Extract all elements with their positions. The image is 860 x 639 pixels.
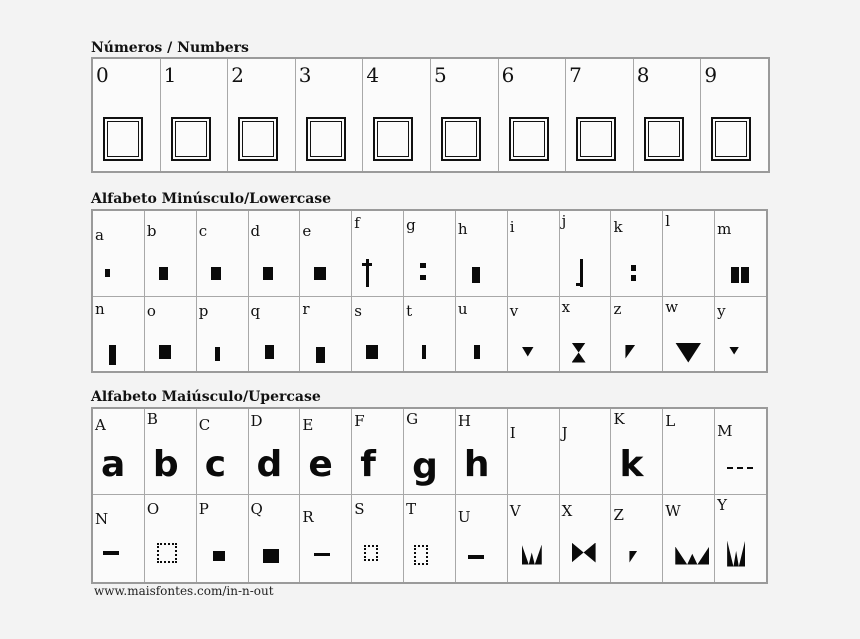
uppercase-specimen-glyph: d bbox=[256, 444, 283, 485]
number-label: 4 bbox=[366, 63, 380, 87]
lowercase-label: w bbox=[665, 297, 679, 316]
lowercase-label: u bbox=[457, 299, 468, 318]
lowercase-label: k bbox=[613, 218, 623, 236]
uppercase-cell-O bbox=[144, 494, 196, 583]
uppercase-label: B bbox=[146, 410, 158, 428]
uppercase-cell-Y bbox=[715, 494, 767, 583]
lowercase-label: f bbox=[354, 214, 360, 232]
lowercase-cell-w bbox=[663, 296, 715, 372]
lowercase-cell-j bbox=[559, 210, 611, 296]
uppercase-specimen-glyph: e bbox=[308, 444, 333, 485]
number-cell-3 bbox=[295, 58, 363, 172]
uppercase-label: N bbox=[95, 509, 109, 528]
glyph-shape bbox=[362, 263, 372, 266]
uppercase-label: V bbox=[509, 501, 521, 520]
lowercase-label: h bbox=[457, 220, 468, 238]
lowercase-label: y bbox=[717, 301, 726, 320]
number-label: 8 bbox=[636, 63, 650, 87]
lowercase-label: v bbox=[509, 301, 519, 320]
lowercase-label: n bbox=[95, 299, 105, 318]
glyph-shape bbox=[316, 347, 325, 363]
lowercase-label: b bbox=[146, 222, 157, 240]
uppercase-label: A bbox=[95, 416, 106, 434]
lowercase-cell-a bbox=[92, 210, 144, 296]
missing-glyph-box bbox=[644, 117, 684, 161]
glyph-shape bbox=[731, 267, 739, 283]
lowercase-section-title: Alfabeto Minúsculo/Lowercase bbox=[91, 191, 332, 207]
glyph-shape bbox=[522, 545, 542, 565]
lowercase-label: j bbox=[561, 212, 567, 230]
uppercase-label: Y bbox=[717, 495, 728, 514]
number-label: 6 bbox=[501, 63, 515, 87]
uppercase-cell-W bbox=[663, 494, 715, 583]
number-label: 2 bbox=[231, 63, 244, 87]
lowercase-label: l bbox=[665, 212, 671, 230]
lowercase-cell-c bbox=[196, 210, 248, 296]
glyph-shape bbox=[364, 545, 378, 561]
lowercase-label: t bbox=[406, 301, 413, 320]
number-cell-9 bbox=[701, 58, 769, 172]
uppercase-label: Q bbox=[250, 499, 263, 518]
number-cell-1 bbox=[160, 58, 228, 172]
uppercase-cell-G bbox=[404, 408, 456, 494]
lowercase-cell-m bbox=[715, 210, 767, 296]
uppercase-cell-Z bbox=[611, 494, 663, 583]
uppercase-label: R bbox=[302, 507, 314, 526]
lowercase-cell-y bbox=[715, 296, 767, 372]
uppercase-cell-R bbox=[300, 494, 352, 583]
uppercase-cell-H bbox=[455, 408, 507, 494]
uppercase-specimen-glyph: k bbox=[619, 444, 644, 485]
missing-glyph-box bbox=[238, 117, 278, 161]
missing-glyph-box bbox=[441, 117, 481, 161]
uppercase-cell-V bbox=[507, 494, 559, 583]
uppercase-specimen-glyph: h bbox=[463, 444, 490, 485]
glyph-shape bbox=[265, 345, 274, 359]
lowercase-label: s bbox=[354, 301, 362, 320]
number-label: 9 bbox=[704, 63, 718, 87]
uppercase-cell-L bbox=[663, 408, 715, 494]
uppercase-cell-S bbox=[352, 494, 404, 583]
glyph-shape bbox=[747, 467, 753, 469]
uppercase-cell-N bbox=[92, 494, 144, 583]
missing-glyph-box bbox=[576, 117, 616, 161]
uppercase-cell-I bbox=[507, 408, 559, 494]
glyph-shape bbox=[675, 343, 701, 363]
lowercase-label: q bbox=[250, 301, 261, 320]
uppercase-specimen-glyph: g bbox=[412, 446, 438, 487]
uppercase-specimen-glyph: f bbox=[360, 444, 376, 485]
uppercase-cell-M bbox=[715, 408, 767, 494]
uppercase-grid bbox=[91, 407, 768, 584]
glyph-shape bbox=[414, 545, 428, 565]
number-label: 3 bbox=[298, 63, 312, 87]
uppercase-label: H bbox=[457, 412, 471, 430]
uppercase-section-title: Alfabeto Maiúsculo/Upercase bbox=[91, 389, 321, 405]
lowercase-label: e bbox=[302, 222, 312, 240]
uppercase-label: W bbox=[665, 501, 681, 520]
glyph-shape bbox=[625, 345, 635, 359]
lowercase-cell-p bbox=[196, 296, 248, 372]
glyph-shape bbox=[576, 283, 582, 286]
glyph-shape bbox=[727, 467, 733, 469]
lowercase-cell-t bbox=[404, 296, 456, 372]
uppercase-label: I bbox=[509, 424, 516, 442]
missing-glyph-box bbox=[711, 117, 751, 161]
glyph-shape bbox=[474, 345, 480, 359]
uppercase-label: K bbox=[613, 410, 625, 428]
uppercase-cell-X bbox=[559, 494, 611, 583]
glyph-shape bbox=[629, 551, 637, 563]
uppercase-label: J bbox=[561, 424, 568, 442]
number-label: 5 bbox=[433, 63, 447, 87]
glyph-shape bbox=[263, 549, 279, 563]
lowercase-cell-l bbox=[663, 210, 715, 296]
uppercase-label: F bbox=[354, 412, 365, 430]
lowercase-label: o bbox=[146, 301, 156, 320]
lowercase-label: c bbox=[198, 222, 208, 240]
glyph-shape bbox=[314, 267, 326, 280]
uppercase-cell-T bbox=[404, 494, 456, 583]
uppercase-cell-J bbox=[559, 408, 611, 494]
lowercase-cell-z bbox=[611, 296, 663, 372]
glyph-shape bbox=[675, 547, 709, 565]
glyph-shape bbox=[631, 275, 636, 281]
lowercase-label: x bbox=[561, 297, 571, 316]
glyph-shape bbox=[420, 263, 426, 268]
glyph-shape bbox=[737, 467, 743, 469]
glyph-shape bbox=[263, 267, 273, 280]
glyph-shape bbox=[572, 343, 586, 363]
glyph-shape bbox=[729, 347, 739, 355]
missing-glyph-box bbox=[373, 117, 413, 161]
glyph-shape bbox=[420, 275, 426, 280]
glyph-shape bbox=[741, 267, 749, 283]
uppercase-label: E bbox=[302, 416, 314, 434]
glyph-shape bbox=[366, 345, 378, 359]
uppercase-label: P bbox=[198, 499, 209, 518]
glyph-shape bbox=[572, 543, 596, 563]
lowercase-label: d bbox=[250, 222, 261, 240]
numbers-grid bbox=[91, 57, 770, 173]
numbers-section-title: Números / Numbers bbox=[91, 40, 249, 56]
uppercase-cell-C bbox=[196, 408, 248, 494]
lowercase-label: m bbox=[717, 220, 732, 238]
uppercase-label: O bbox=[146, 499, 160, 518]
glyph-shape bbox=[103, 551, 119, 555]
number-cell-6 bbox=[498, 58, 566, 172]
glyph-shape bbox=[522, 347, 534, 357]
uppercase-cell-P bbox=[196, 494, 248, 583]
lowercase-label: p bbox=[198, 301, 209, 320]
missing-glyph-box bbox=[103, 117, 143, 161]
glyph-shape bbox=[215, 347, 220, 361]
glyph-shape bbox=[472, 267, 480, 283]
lowercase-cell-o bbox=[144, 296, 196, 372]
uppercase-specimen-glyph: c bbox=[204, 444, 227, 485]
number-cell-7 bbox=[566, 58, 634, 172]
number-label: 1 bbox=[163, 63, 177, 87]
lowercase-cell-u bbox=[455, 296, 507, 372]
uppercase-label: C bbox=[198, 416, 211, 434]
lowercase-cell-q bbox=[248, 296, 300, 372]
uppercase-specimen-glyph: a bbox=[101, 444, 126, 485]
glyph-shape bbox=[727, 541, 745, 567]
lowercase-label: a bbox=[95, 226, 104, 244]
lowercase-label: i bbox=[509, 218, 515, 236]
number-label: 7 bbox=[569, 63, 582, 87]
missing-glyph-box bbox=[509, 117, 549, 161]
uppercase-label: L bbox=[665, 412, 676, 430]
lowercase-cell-h bbox=[455, 210, 507, 296]
glyph-shape bbox=[159, 345, 171, 359]
number-cell-0 bbox=[92, 58, 160, 172]
missing-glyph-box bbox=[171, 117, 211, 161]
glyph-shape bbox=[157, 543, 177, 563]
number-cell-4 bbox=[363, 58, 431, 172]
lowercase-label: g bbox=[406, 216, 416, 234]
glyph-shape bbox=[105, 269, 110, 277]
uppercase-cell-Q bbox=[248, 494, 300, 583]
glyph-shape bbox=[631, 265, 636, 271]
uppercase-label: Z bbox=[613, 505, 624, 524]
lowercase-cell-d bbox=[248, 210, 300, 296]
lowercase-cell-x bbox=[559, 296, 611, 372]
uppercase-cell-F bbox=[352, 408, 404, 494]
glyph-shape bbox=[314, 553, 330, 556]
number-cell-2 bbox=[228, 58, 296, 172]
lowercase-cell-b bbox=[144, 210, 196, 296]
glyph-shape bbox=[159, 267, 168, 280]
lowercase-cell-r bbox=[300, 296, 352, 372]
uppercase-cell-K bbox=[611, 408, 663, 494]
glyph-shape bbox=[109, 345, 116, 365]
uppercase-label: D bbox=[250, 412, 263, 430]
lowercase-cell-n bbox=[92, 296, 144, 372]
number-cell-5 bbox=[430, 58, 498, 172]
lowercase-cell-k bbox=[611, 210, 663, 296]
lowercase-cell-e bbox=[300, 210, 352, 296]
uppercase-label: M bbox=[717, 422, 733, 440]
number-label: 0 bbox=[96, 63, 109, 87]
lowercase-label: r bbox=[302, 299, 310, 318]
lowercase-cell-g bbox=[404, 210, 456, 296]
source-url: www.maisfontes.com/in-n-out bbox=[94, 584, 274, 598]
uppercase-cell-E bbox=[300, 408, 352, 494]
uppercase-label: T bbox=[406, 499, 417, 518]
uppercase-cell-B bbox=[144, 408, 196, 494]
glyph-shape bbox=[468, 555, 484, 559]
glyph-shape bbox=[211, 267, 221, 280]
number-cell-8 bbox=[633, 58, 701, 172]
lowercase-cell-i bbox=[507, 210, 559, 296]
missing-glyph-box bbox=[306, 117, 346, 161]
uppercase-cell-D bbox=[248, 408, 300, 494]
lowercase-cell-f bbox=[352, 210, 404, 296]
uppercase-label: X bbox=[561, 501, 573, 520]
glyph-shape bbox=[422, 345, 426, 359]
uppercase-cell-U bbox=[455, 494, 507, 583]
lowercase-cell-s bbox=[352, 296, 404, 372]
uppercase-label: U bbox=[457, 507, 471, 526]
uppercase-label: G bbox=[406, 410, 419, 428]
glyph-shape bbox=[213, 551, 225, 561]
lowercase-label: z bbox=[613, 299, 622, 318]
lowercase-grid bbox=[91, 209, 768, 373]
uppercase-cell-A bbox=[92, 408, 144, 494]
lowercase-cell-v bbox=[507, 296, 559, 372]
uppercase-specimen-glyph: b bbox=[152, 444, 179, 485]
uppercase-label: S bbox=[354, 499, 365, 518]
